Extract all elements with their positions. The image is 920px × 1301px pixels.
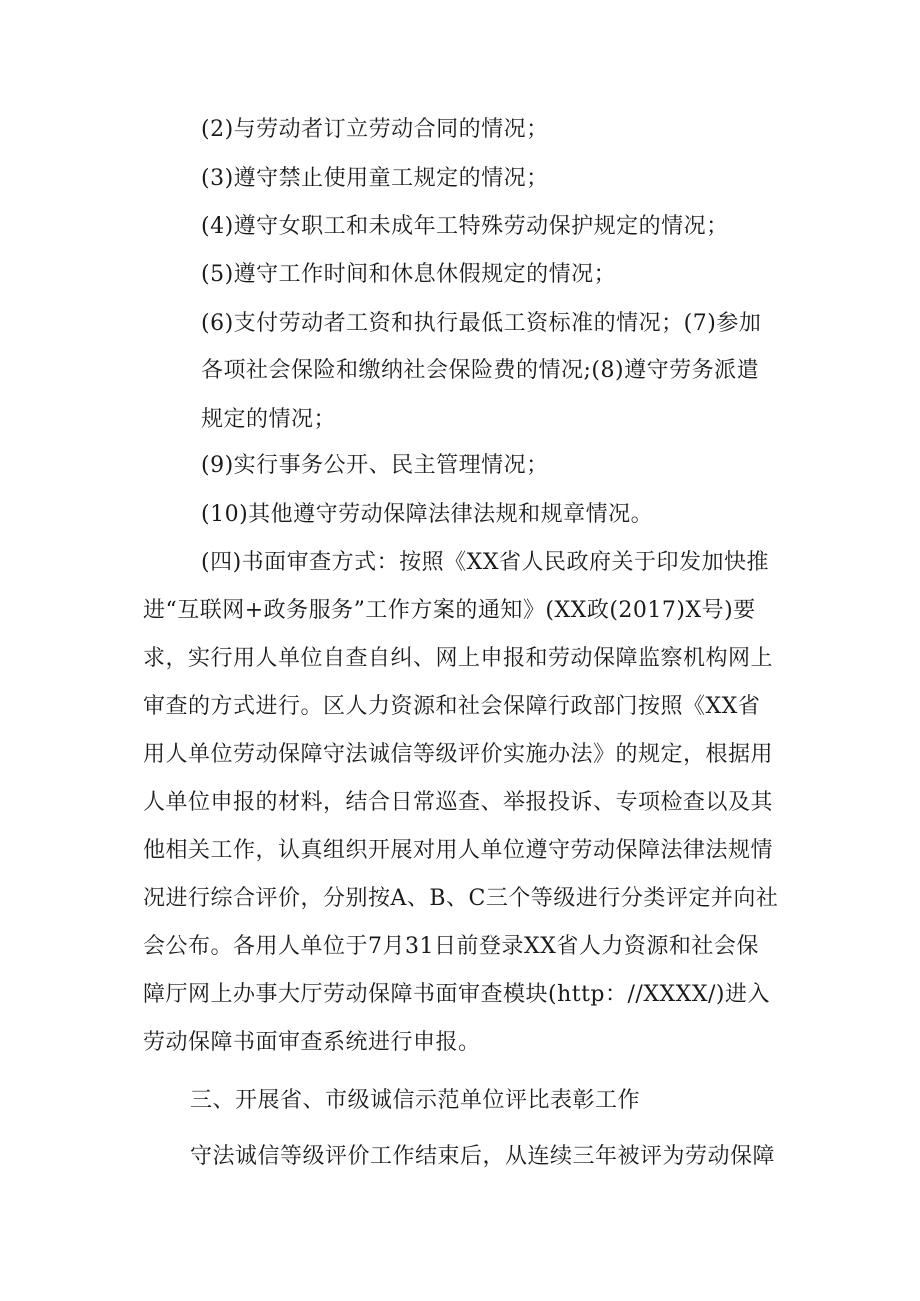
paragraph-line: 求，实行用人单位自查自纠、网上申报和劳动保障监察机构网上: [143, 646, 774, 671]
paragraph-line: 况进行综合评价，分别按A、B、C三个等级进行分类评定并向社: [143, 886, 779, 911]
list-item: (2)与劳动者订立劳动合同的情况；: [201, 117, 549, 142]
list-item: (10)其他遵守劳动保障法律法规和规章情况。: [201, 502, 654, 527]
list-item: (9)实行事务公开、民主管理情况；: [201, 453, 549, 478]
paragraph-line: (四)书面审查方式：按照《XX省人民政府关于印发加快推: [201, 550, 769, 575]
paragraph-line: 用人单位劳动保障守法诚信等级评价实施办法》的规定，根据用: [143, 742, 774, 767]
list-item-continuation: 各项社会保险和缴纳社会保险费的情况;(8)遵守劳务派遣: [201, 358, 760, 383]
paragraph-line: 审查的方式进行。区人力资源和社会保障行政部门按照《XX省: [143, 694, 761, 719]
paragraph-line: 他相关工作，认真组织开展对用人单位遵守劳动保障法律法规情: [143, 838, 774, 863]
paragraph-line: 障厅网上办事大厅劳动保障书面审查模块(http：//XXXX/)进入: [143, 982, 770, 1007]
list-item: (5)遵守工作时间和休息休假规定的情况；: [201, 262, 617, 287]
paragraph-line: 进“互联网+政务服务”工作方案的通知》(XX政(2017)X号)要: [143, 598, 756, 623]
paragraph-line: 劳动保障书面审查系统进行申报。: [143, 1030, 481, 1055]
list-item: (6)支付劳动者工资和执行最低工资标准的情况；(7)参加: [201, 311, 762, 336]
paragraph-line: 守法诚信等级评价工作结束后，从连续三年被评为劳动保障: [190, 1144, 776, 1169]
paragraph-line: 人单位申报的材料，结合日常巡查、举报投诉、专项检查以及其: [143, 790, 774, 815]
list-item: (4)遵守女职工和未成年工特殊劳动保护规定的情况；: [201, 214, 729, 239]
paragraph-line: 会公布。各用人单位于7月31日前登录XX省人力资源和社会保: [143, 934, 759, 959]
section-heading: 三、开展省、市级诚信示范单位评比表彰工作: [190, 1088, 641, 1113]
list-item: (3)遵守禁止使用童工规定的情况；: [201, 166, 549, 191]
list-item-continuation: 规定的情况；: [201, 407, 337, 432]
